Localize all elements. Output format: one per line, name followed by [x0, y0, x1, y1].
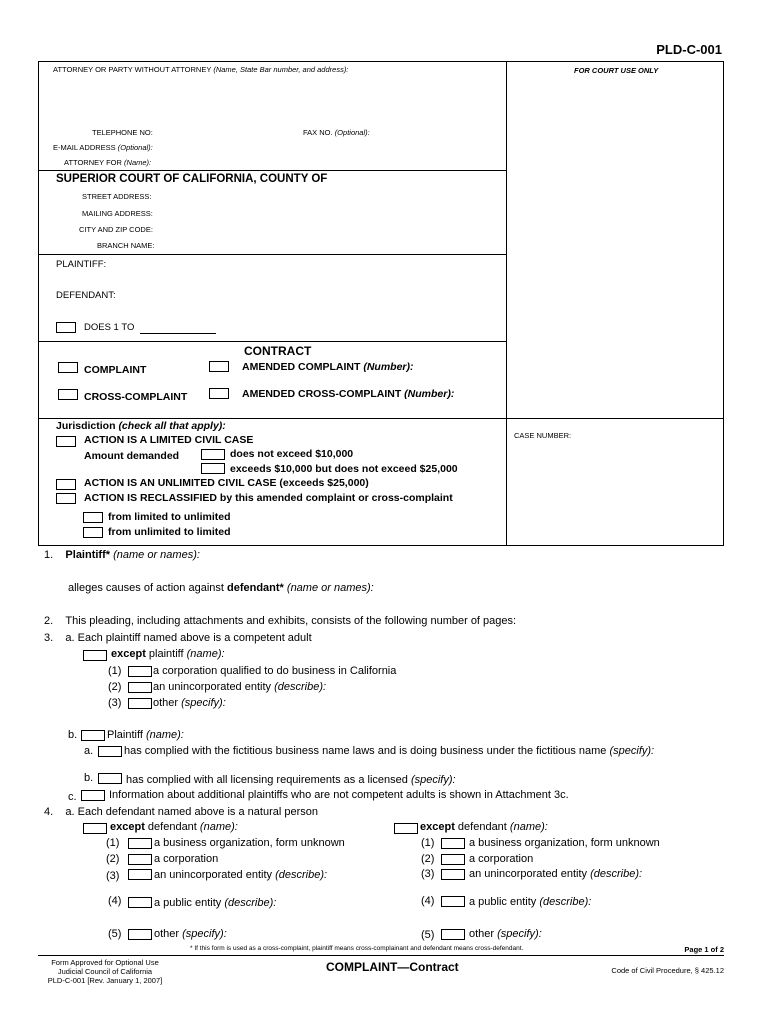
- jurisdiction-divider: [38, 418, 724, 419]
- plaintiff-label: PLAINTIFF:: [56, 259, 107, 270]
- corporation-left-checkbox[interactable]: [128, 854, 152, 865]
- form-id: PLD-C-001: [656, 42, 722, 57]
- contract-divider: [38, 341, 506, 342]
- defendant-label: DEFENDANT:: [56, 290, 116, 301]
- except-plaintiff-checkbox[interactable]: [83, 650, 107, 661]
- corporation-right-label: a corporation: [469, 853, 534, 865]
- corporation-left-label: a corporation: [154, 853, 219, 865]
- code-ref: Code of Civil Procedure, § 425.12: [611, 966, 724, 975]
- complaint-checkbox[interactable]: [58, 362, 78, 373]
- parties-divider: [38, 254, 506, 255]
- amended-cross-label: AMENDED CROSS-COMPLAINT (Number):: [242, 388, 455, 400]
- d-right-4-num: (4): [421, 895, 435, 907]
- contract-title: CONTRACT: [244, 344, 312, 358]
- corporation-right-checkbox[interactable]: [441, 854, 465, 865]
- unincorporated-3-label: an unincorporated entity (describe):: [153, 681, 327, 693]
- footer-title: COMPLAINT—Contract: [326, 960, 459, 974]
- amended-cross-checkbox[interactable]: [209, 388, 229, 399]
- other-3-label: other (specify):: [153, 697, 226, 709]
- d-right-3-num: (3): [421, 868, 435, 880]
- complaint-label: COMPLAINT: [84, 364, 147, 376]
- case-number-label: CASE NUMBER:: [514, 431, 572, 440]
- unincorporated-left-label: an unincorporated entity (describe):: [154, 869, 328, 881]
- footnote: * If this form is used as a cross-complaint, plaintiff means cross-complainant and defendant means cross-defendant.: [190, 945, 524, 952]
- d-left-1-num: (1): [106, 837, 120, 849]
- reclassified-label: ACTION IS RECLASSIFIED by this amended complaint or cross-complaint: [84, 492, 453, 504]
- unlimited-checkbox[interactable]: [56, 479, 76, 490]
- to-limited-label: from unlimited to limited: [108, 526, 231, 538]
- unincorporated-right-checkbox[interactable]: [441, 869, 465, 880]
- limited-label: ACTION IS A LIMITED CIVIL CASE: [84, 434, 254, 446]
- branch-label: BRANCH NAME:: [97, 241, 155, 250]
- to-unlimited-checkbox[interactable]: [83, 512, 103, 523]
- public-entity-left-label: a public entity (describe):: [154, 897, 277, 909]
- item-3: 3. a. Each plaintiff named above is a competent adult: [44, 632, 312, 644]
- footer-divider: [38, 955, 724, 956]
- d-left-5-num: (5): [108, 928, 122, 940]
- except-defendant-right-checkbox[interactable]: [394, 823, 418, 834]
- street-label: STREET ADDRESS:: [82, 192, 152, 201]
- page-number: Page 1 of 2: [684, 945, 724, 954]
- amended-complaint-label: AMENDED COMPLAINT (Number):: [242, 361, 414, 373]
- court-use-label: FOR COURT USE ONLY: [574, 66, 659, 75]
- jurisdiction-title: Jurisdiction (check all that apply):: [56, 420, 226, 432]
- cross-complaint-checkbox[interactable]: [58, 389, 78, 400]
- plaintiff-b-checkbox[interactable]: [81, 730, 105, 741]
- corp-ca-checkbox[interactable]: [128, 666, 152, 677]
- item-2: 2. This pleading, including attachments and exhibits, consists of the following number of pages:: [44, 615, 517, 627]
- exceeds-checkbox[interactable]: [201, 463, 225, 474]
- not-exceed-label: does not exceed $10,000: [230, 448, 354, 460]
- p3-2-num: (2): [108, 681, 122, 693]
- item-1: 1. Plaintiff* (name or names):: [44, 549, 200, 561]
- business-org-left-checkbox[interactable]: [128, 838, 152, 849]
- d-left-3-num: (3): [106, 870, 120, 882]
- fictitious-checkbox[interactable]: [98, 746, 122, 757]
- limited-checkbox[interactable]: [56, 436, 76, 447]
- item-4: 4. a. Each defendant named above is a natural person: [44, 806, 318, 818]
- business-org-right-checkbox[interactable]: [441, 838, 465, 849]
- unincorporated-left-checkbox[interactable]: [128, 869, 152, 880]
- d-left-4-num: (4): [108, 895, 122, 907]
- does-line[interactable]: [140, 333, 216, 334]
- public-entity-right-label: a public entity (describe):: [469, 896, 592, 908]
- other-left-checkbox[interactable]: [128, 929, 152, 940]
- court-use-divider: [506, 61, 507, 418]
- not-exceed-checkbox[interactable]: [201, 449, 225, 460]
- info-c-label: Information about additional plaintiffs who are not competent adults is shown in Attachment 3c.: [109, 789, 569, 801]
- business-org-right-label: a business organization, form unknown: [469, 837, 660, 849]
- p3-1-num: (1): [108, 665, 122, 677]
- email-label: E-MAIL ADDRESS (Optional):: [53, 143, 153, 152]
- mailing-label: MAILING ADDRESS:: [82, 209, 153, 218]
- approved-line-2: Judicial Council of California: [57, 967, 153, 976]
- top-border: [38, 61, 724, 62]
- to-unlimited-label: from limited to unlimited: [108, 511, 231, 523]
- telephone-label: TELEPHONE NO:: [92, 128, 153, 137]
- amount-demanded-label: Amount demanded: [84, 450, 180, 462]
- item-3b-a: a.: [84, 745, 94, 757]
- court-title: SUPERIOR COURT OF CALIFORNIA, COUNTY OF: [56, 173, 328, 185]
- does-label: DOES 1 TO: [84, 322, 135, 333]
- case-number-divider: [506, 418, 507, 545]
- licensing-checkbox[interactable]: [98, 773, 122, 784]
- unincorporated-3-checkbox[interactable]: [128, 682, 152, 693]
- approved-line-1: Form Approved for Optional Use: [51, 958, 159, 967]
- item-3b-b: b.: [84, 772, 94, 784]
- right-border: [723, 61, 724, 545]
- except-defendant-right-label: except defendant (name):: [420, 821, 548, 833]
- info-c-checkbox[interactable]: [81, 790, 105, 801]
- approved-block: [38, 958, 172, 985]
- city-zip-label: CITY AND ZIP CODE:: [79, 225, 153, 234]
- court-divider: [38, 170, 506, 171]
- except-plaintiff-label: except plaintiff (name):: [111, 648, 225, 660]
- public-entity-left-checkbox[interactable]: [128, 897, 152, 908]
- attorney-for-label: ATTORNEY FOR (Name):: [64, 158, 152, 167]
- plaintiff-b-label: Plaintiff (name):: [107, 729, 184, 741]
- other-right-label: other (specify):: [469, 928, 542, 940]
- d-right-2-num: (2): [421, 853, 435, 865]
- p3-3-num: (3): [108, 697, 122, 709]
- fictitious-label: has complied with the fictitious business name laws and is doing business under the fictitious name (specify):: [124, 745, 655, 757]
- amended-complaint-checkbox[interactable]: [209, 361, 229, 372]
- alleges-line: alleges causes of action against defendant* (name or names):: [68, 582, 374, 594]
- licensing-label: has complied with all licensing requirements as a licensed (specify):: [126, 774, 456, 786]
- corp-ca-label: a corporation qualified to do business in California: [153, 665, 397, 677]
- business-org-left-label: a business organization, form unknown: [154, 837, 345, 849]
- to-limited-checkbox[interactable]: [83, 527, 103, 538]
- fax-label: FAX NO. (Optional):: [303, 128, 370, 137]
- attorney-label: ATTORNEY OR PARTY WITHOUT ATTORNEY (Name, State Bar number, and address):: [53, 65, 349, 74]
- except-defendant-left-label: except defendant (name):: [110, 821, 238, 833]
- unincorporated-right-label: an unincorporated entity (describe):: [469, 868, 643, 880]
- header-bottom-border: [38, 545, 724, 546]
- d-right-5-num: (5): [421, 929, 435, 941]
- item-3c: c.: [68, 791, 77, 803]
- other-left-label: other (specify):: [154, 928, 227, 940]
- d-left-2-num: (2): [106, 853, 120, 865]
- unlimited-label: ACTION IS AN UNLIMITED CIVIL CASE (exceeds $25,000): [84, 477, 369, 489]
- cross-complaint-label: CROSS-COMPLAINT: [84, 391, 188, 403]
- left-border: [38, 61, 39, 545]
- item-3b: b.: [68, 729, 78, 741]
- d-right-1-num: (1): [421, 837, 435, 849]
- other-right-checkbox[interactable]: [441, 929, 465, 940]
- reclassified-checkbox[interactable]: [56, 493, 76, 504]
- approved-line-3: PLD-C-001 [Rev. January 1, 2007]: [47, 976, 163, 985]
- public-entity-right-checkbox[interactable]: [441, 896, 465, 907]
- other-3-checkbox[interactable]: [128, 698, 152, 709]
- except-defendant-left-checkbox[interactable]: [83, 823, 107, 834]
- exceeds-label: exceeds $10,000 but does not exceed $25,000: [230, 463, 458, 475]
- does-checkbox[interactable]: [56, 322, 76, 333]
